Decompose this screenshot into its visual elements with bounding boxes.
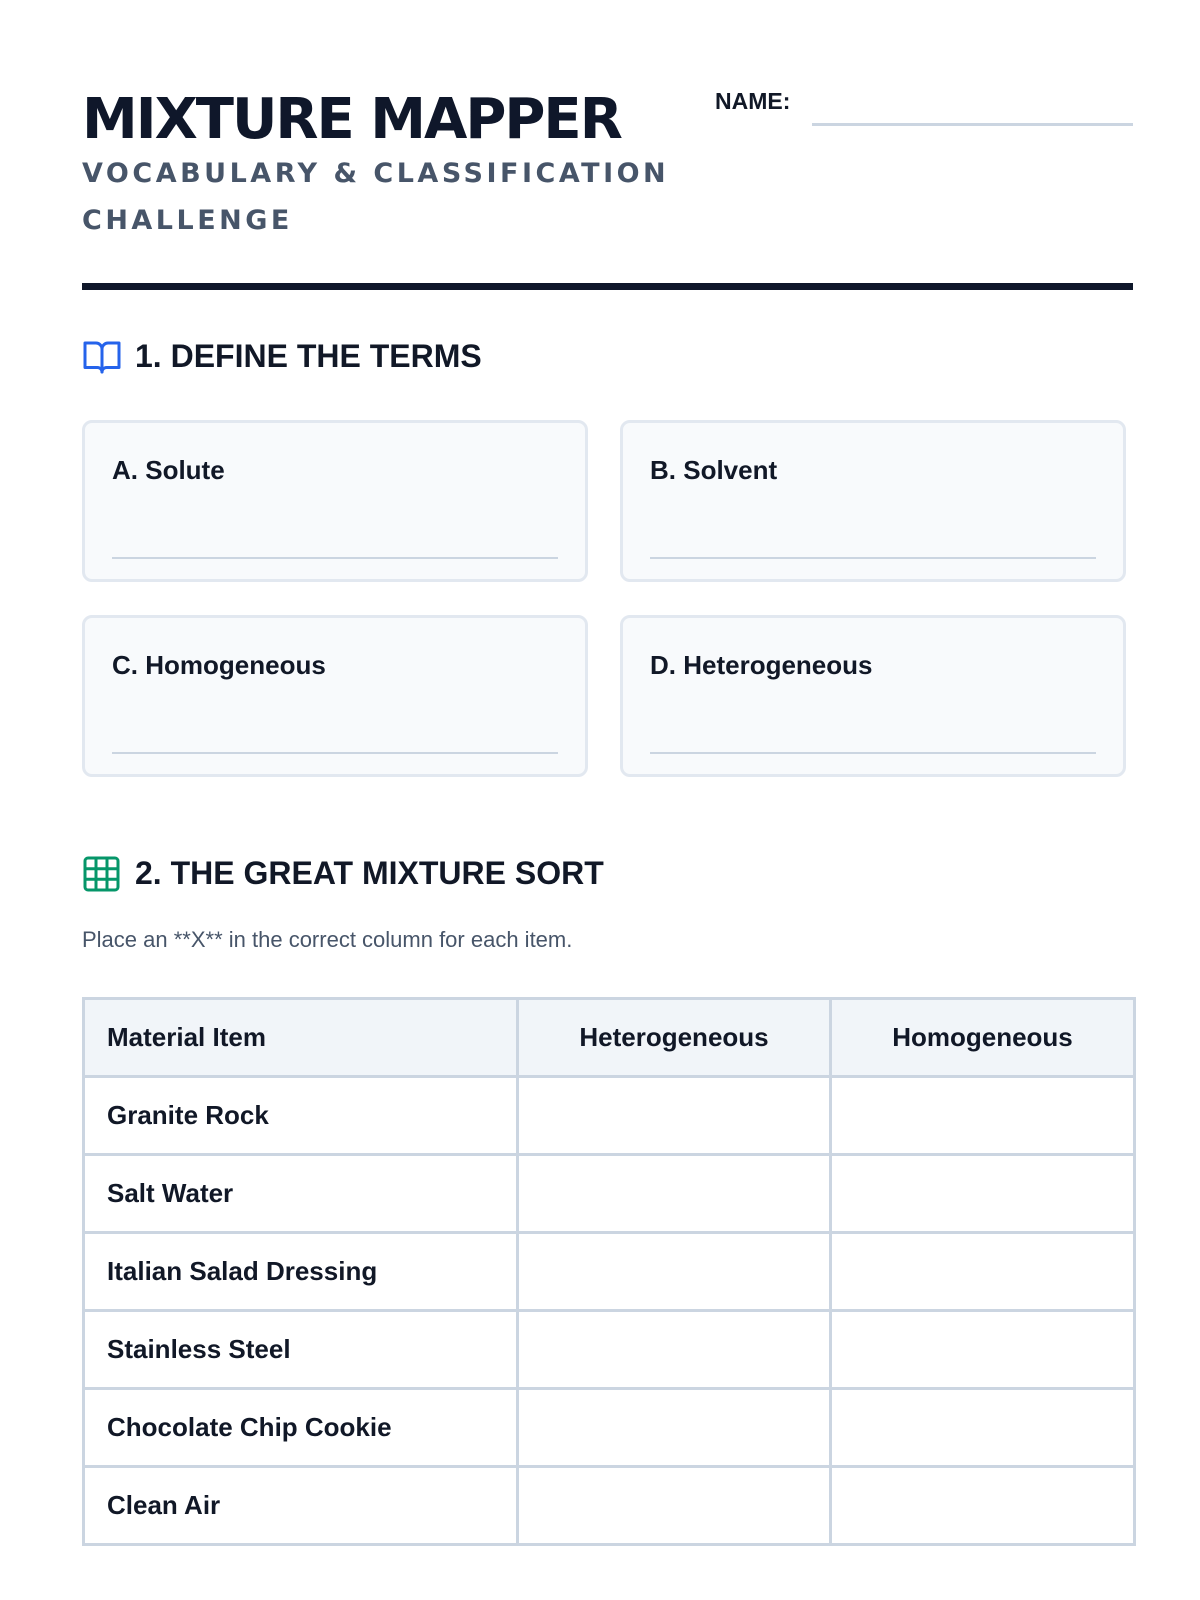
heterogeneous-mark-cell[interactable] — [518, 1233, 831, 1311]
answer-line[interactable] — [112, 752, 558, 754]
material-item-cell: Granite Rock — [84, 1077, 518, 1155]
answer-line[interactable] — [650, 557, 1096, 559]
table-header-row — [84, 999, 1135, 1077]
material-item-cell: Stainless Steel — [84, 1311, 518, 1389]
material-item-cell: Chocolate Chip Cookie — [84, 1389, 518, 1467]
sort-instructions: Place an **X** in the correct column for each item. — [82, 927, 573, 952]
material-item-cell: Clean Air — [84, 1467, 518, 1545]
material-item-cell: Italian Salad Dressing — [84, 1233, 518, 1311]
homogeneous-mark-cell[interactable] — [831, 1311, 1135, 1389]
name-label: NAME: — [715, 88, 791, 114]
term-card-solute — [82, 420, 588, 582]
name-write-line[interactable] — [812, 123, 1133, 126]
homogeneous-mark-cell[interactable] — [831, 1077, 1135, 1155]
term-label: B. Solvent — [650, 455, 778, 485]
grid-table-icon — [82, 856, 122, 892]
mixture-sort-table — [82, 997, 1136, 1546]
answer-line[interactable] — [112, 557, 558, 559]
material-item-cell: Salt Water — [84, 1155, 518, 1233]
section-define-terms-heading — [82, 336, 1133, 376]
table-row — [84, 1311, 1135, 1389]
term-card-heterogeneous — [620, 615, 1126, 777]
column-header-material-item: Material Item — [84, 999, 518, 1077]
table-row — [84, 1467, 1135, 1545]
name-field — [715, 86, 1133, 126]
homogeneous-mark-cell[interactable] — [831, 1389, 1135, 1467]
table-row — [84, 1077, 1135, 1155]
homogeneous-mark-cell[interactable] — [831, 1155, 1135, 1233]
section-mixture-sort-title: 2. THE GREAT MIXTURE SORT — [135, 855, 604, 891]
worksheet-title: MIXTURE MAPPER — [82, 87, 621, 152]
heterogeneous-mark-cell[interactable] — [518, 1389, 831, 1467]
worksheet-header — [82, 80, 1133, 290]
homogeneous-mark-cell[interactable] — [831, 1467, 1135, 1545]
table-row — [84, 1233, 1135, 1311]
book-open-icon — [82, 339, 122, 375]
column-header-homogeneous: Homogeneous — [831, 999, 1135, 1077]
header-divider — [82, 283, 1133, 290]
homogeneous-mark-cell[interactable] — [831, 1233, 1135, 1311]
section-mixture-sort-heading — [82, 853, 1133, 893]
table-row — [84, 1389, 1135, 1467]
term-label: D. Heterogeneous — [650, 650, 873, 680]
term-label: C. Homogeneous — [112, 650, 326, 680]
answer-line[interactable] — [650, 752, 1096, 754]
column-header-heterogeneous: Heterogeneous — [518, 999, 831, 1077]
heterogeneous-mark-cell[interactable] — [518, 1311, 831, 1389]
term-card-solvent — [620, 420, 1126, 582]
term-label: A. Solute — [112, 455, 225, 485]
heterogeneous-mark-cell[interactable] — [518, 1077, 831, 1155]
heterogeneous-mark-cell[interactable] — [518, 1155, 831, 1233]
worksheet-subtitle: VOCABULARY & CLASSIFICATION CHALLENGE — [82, 158, 670, 236]
heterogeneous-mark-cell[interactable] — [518, 1467, 831, 1545]
table-row — [84, 1155, 1135, 1233]
section-define-terms-title: 1. DEFINE THE TERMS — [135, 338, 482, 374]
term-card-homogeneous — [82, 615, 588, 777]
